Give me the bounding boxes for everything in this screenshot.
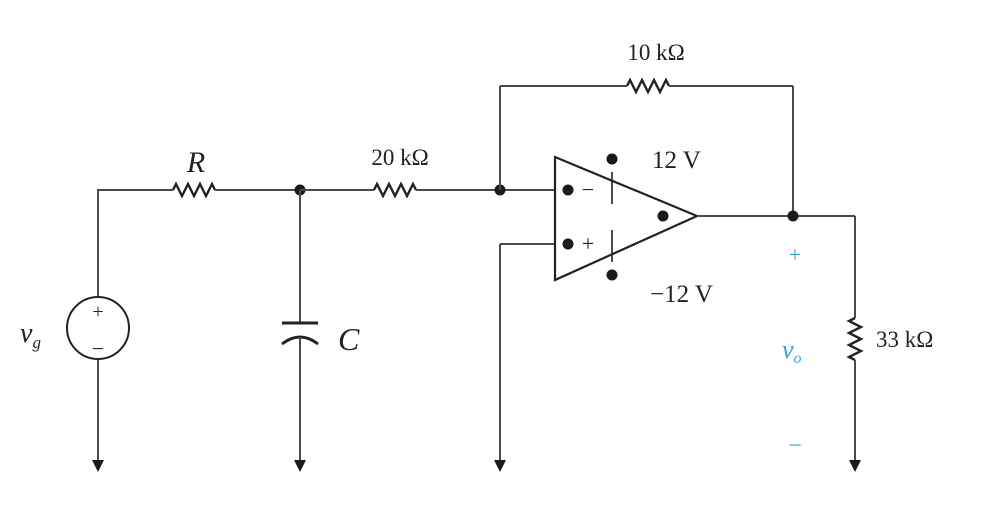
capacitor-label: C <box>338 321 360 357</box>
resistor-33k-label: 33 kΩ <box>876 327 934 352</box>
op-amp <box>555 147 713 308</box>
resistor-20k <box>374 184 416 196</box>
op-amp-supply-neg-pin <box>607 270 618 281</box>
output-plus-sign: + <box>788 242 802 267</box>
resistor-10k-label: 10 kΩ <box>627 40 685 65</box>
source-plus-sign: + <box>92 301 104 323</box>
ground-arrow-capacitor <box>294 460 306 472</box>
op-amp-noninverting-sign: + <box>581 231 595 256</box>
source-label: $v_g$ <box>20 318 41 352</box>
ground-arrow-load <box>849 460 861 472</box>
output-branch <box>697 211 933 473</box>
op-amp-noninverting-pin <box>563 239 574 250</box>
source-minus-sign: − <box>91 336 105 361</box>
capacitor-branch <box>282 185 360 473</box>
op-amp-body <box>555 157 697 280</box>
resistor-r-branch <box>97 146 300 196</box>
resistor-r <box>173 184 215 196</box>
ground-arrow-noninverting <box>494 460 506 472</box>
op-amp-inverting-sign: − <box>581 177 595 202</box>
output-minus-sign: − <box>788 433 802 459</box>
ground-arrow-source <box>92 460 104 472</box>
resistor-20k-branch <box>300 145 566 196</box>
resistor-20k-label: 20 kΩ <box>371 145 429 170</box>
node-output <box>788 211 799 222</box>
supply-negative-label: −12 V <box>650 281 713 308</box>
resistor-10k <box>627 80 669 92</box>
op-amp-inverting-pin <box>563 185 574 196</box>
resistor-33k <box>849 318 861 360</box>
source-branch <box>20 190 129 472</box>
output-voltage-label: vo <box>782 335 802 367</box>
resistor-r-label: R <box>186 146 206 179</box>
voltage-source-vg <box>67 297 129 361</box>
supply-positive-label: 12 V <box>652 147 701 174</box>
op-amp-output-pin <box>658 211 669 222</box>
op-amp-supply-pos-pin <box>607 154 618 165</box>
